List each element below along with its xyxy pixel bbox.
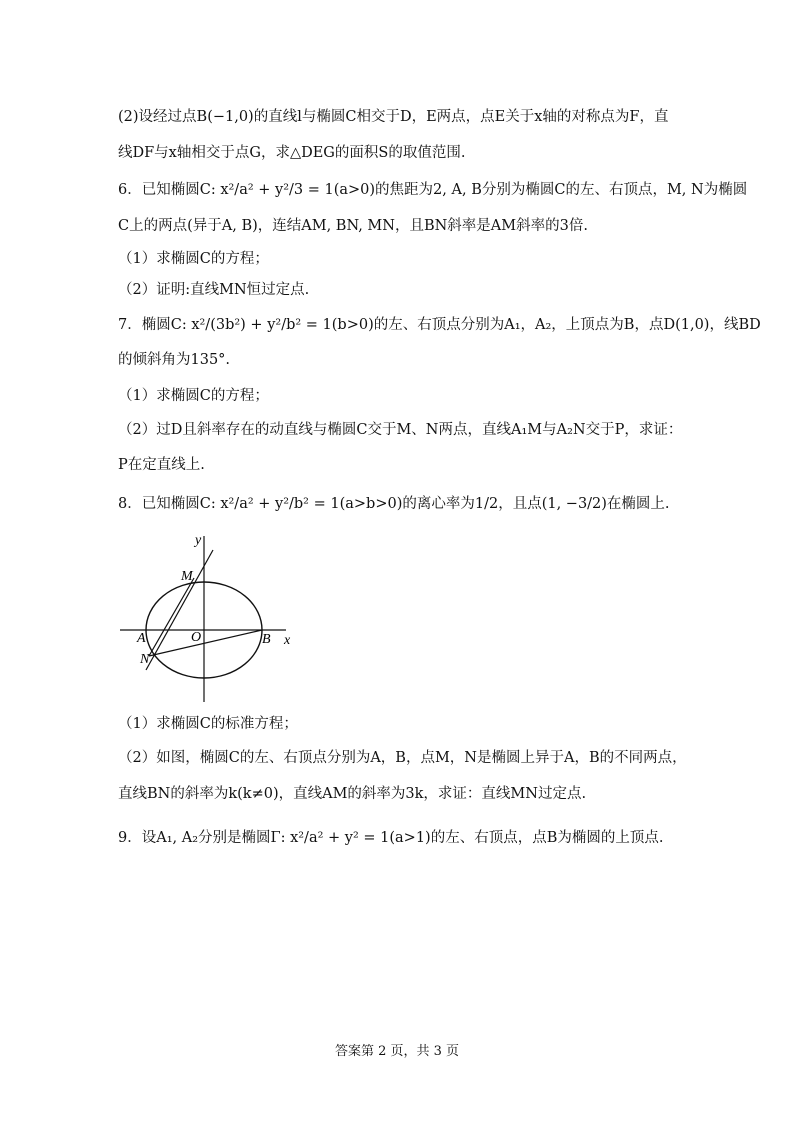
ellipse-diagram (118, 530, 308, 705)
ellipse-figure (118, 530, 308, 709)
label-n: N (140, 652, 150, 667)
line-6: （2）证明:直线MN恒过定点. (118, 282, 310, 298)
label-o: O (191, 630, 202, 645)
label-m: M (181, 569, 193, 584)
line-7: 7．椭圆C: x²/(3b²) + y²/b² = 1(b>0)的左、右顶点分别为A₁，A₂，上顶点为B，点D(1,0)，线BD (118, 317, 761, 333)
line-am (146, 550, 213, 670)
line-5: （1）求椭圆C的方程； (118, 251, 269, 267)
label-b: B (262, 632, 271, 647)
label-y: y (195, 533, 202, 548)
line-16: 9．设A₁, A₂分别是椭圆Γ: x²/a² + y² = 1(a>1)的左、右顶点，点B为椭圆的上顶点. (118, 830, 664, 846)
line-8: 的倾斜角为135°. (118, 352, 231, 368)
line-13: （1）求椭圆C的标准方程； (118, 716, 298, 732)
line-2: 线DF与x轴相交于点G，求△DEG的面积S的取值范围. (118, 145, 466, 161)
line-10: （2）过D且斜率存在的动直线与椭圆C交于M、N两点，直线A₁M与A₂N交于P，求证： (118, 422, 683, 438)
line-12: 8．已知椭圆C: x²/a² + y²/b² = 1(a>b>0)的离心率为1/2，且点(1, −3/2)在椭圆上. (118, 496, 670, 512)
line-9: （1）求椭圆C的方程； (118, 388, 269, 404)
line-15: 直线BN的斜率为k(k≠0)，直线AM的斜率为3k，求证：直线MN过定点. (118, 786, 587, 802)
line-3: 6．已知椭圆C: x²/a² + y²/3 = 1(a>0)的焦距为2, A, B分别为椭圆C的左、右顶点，M, N为椭圆 (118, 182, 748, 198)
line-14: （2）如图，椭圆C的左、右顶点分别为A，B，点M，N是椭圆上异于A，B的不同两点， (118, 750, 687, 766)
label-x: x (284, 633, 291, 648)
line-11: P在定直线上. (118, 457, 205, 473)
page-footer: 答案第 2 页，共 3 页 (334, 1044, 460, 1059)
label-a: A (137, 631, 146, 646)
line-4: C上的两点(异于A, B)，连结AM, BN, MN，且BN斜率是AM斜率的3倍. (118, 218, 588, 234)
line-1: (2)设经过点B(−1,0)的直线l与椭圆C相交于D，E两点，点E关于x轴的对称点为F，直 (118, 109, 669, 125)
